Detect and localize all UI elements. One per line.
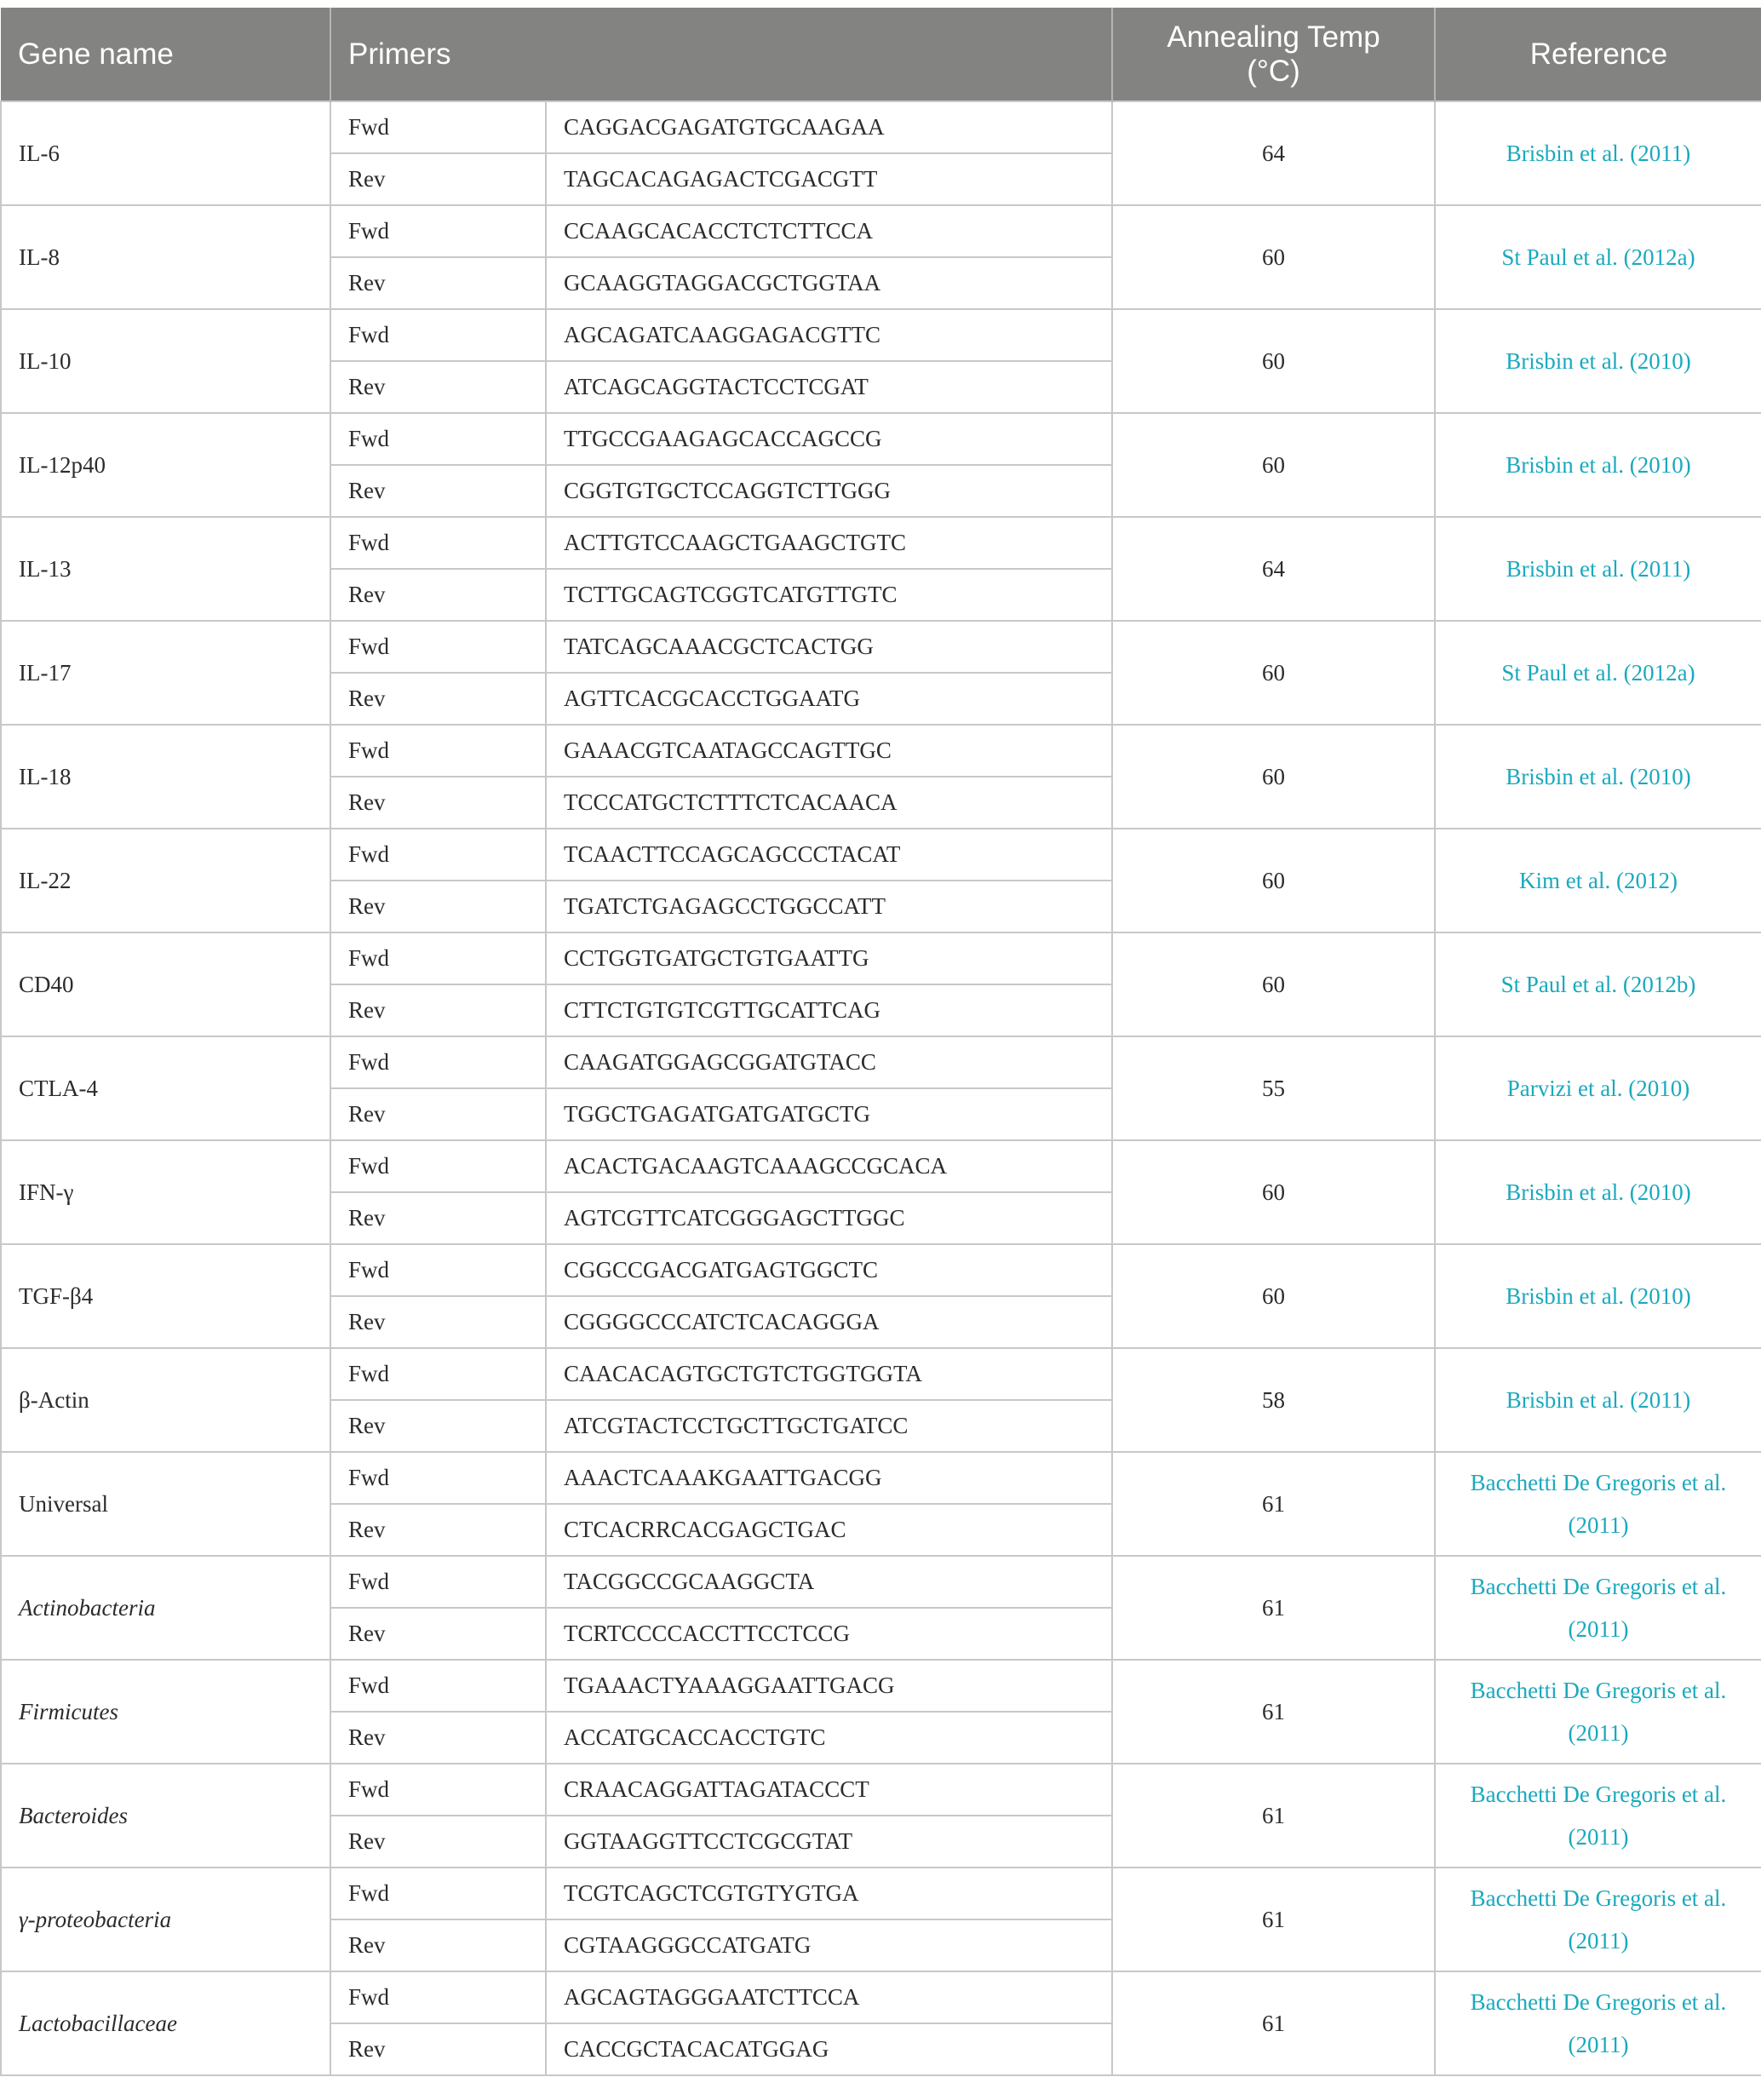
header-annealing-line2: (°C): [1247, 54, 1300, 88]
fwd-label-cell: Fwd: [330, 1348, 546, 1400]
annealing-temp-cell: 61: [1112, 1556, 1435, 1660]
rev-sequence-cell: TCCCATGCTCTTTCTCACAACA: [546, 777, 1112, 829]
fwd-label-cell: Fwd: [330, 1244, 546, 1296]
reference-link[interactable]: Brisbin et al. (2010): [1435, 309, 1761, 413]
rev-label-cell: Rev: [330, 465, 546, 517]
reference-link[interactable]: St Paul et al. (2012a): [1435, 205, 1761, 309]
fwd-sequence-cell: GAAACGTCAATAGCCAGTTGC: [546, 725, 1112, 777]
rev-label-cell: Rev: [330, 673, 546, 725]
annealing-temp-cell: 60: [1112, 309, 1435, 413]
primer-table: [0, 8, 1761, 2076]
fwd-label-cell: Fwd: [330, 621, 546, 673]
fwd-label-cell: Fwd: [330, 1036, 546, 1088]
fwd-sequence-cell: CRAACAGGATTAGATACCCT: [546, 1764, 1112, 1816]
annealing-temp-cell: 61: [1112, 1660, 1435, 1764]
rev-sequence-cell: CACCGCTACACATGGAG: [546, 2023, 1112, 2075]
fwd-label-cell: Fwd: [330, 725, 546, 777]
reference-link[interactable]: Bacchetti De Gregoris et al. (2011): [1435, 1556, 1761, 1660]
fwd-sequence-cell: TCGTCAGCTCGTGTYGTGA: [546, 1868, 1112, 1919]
table-row: [1, 101, 1761, 153]
rev-sequence-cell: AGTCGTTCATCGGGAGCTTGGC: [546, 1192, 1112, 1244]
rev-sequence-cell: TCTTGCAGTCGGTCATGTTGTC: [546, 569, 1112, 621]
annealing-temp-cell: 60: [1112, 621, 1435, 725]
reference-link[interactable]: Brisbin et al. (2011): [1435, 101, 1761, 205]
rev-sequence-cell: CTCACRRCACGAGCTGAC: [546, 1504, 1112, 1556]
table-row: [1, 1348, 1761, 1400]
table-row: [1, 1660, 1761, 1712]
fwd-label-cell: Fwd: [330, 1971, 546, 2023]
rev-sequence-cell: ATCAGCAGGTACTCCTCGAT: [546, 361, 1112, 413]
rev-sequence-cell: AGTTCACGCACCTGGAATG: [546, 673, 1112, 725]
fwd-label-cell: Fwd: [330, 309, 546, 361]
header-reference: Reference: [1435, 8, 1761, 101]
annealing-temp-cell: 60: [1112, 932, 1435, 1036]
gene-name-cell: Lactobacillaceae: [1, 1971, 330, 2075]
fwd-label-cell: Fwd: [330, 1140, 546, 1192]
gene-name-cell: IFN-γ: [1, 1140, 330, 1244]
rev-sequence-cell: TCRTCCCCACCTTCCTCCG: [546, 1608, 1112, 1660]
reference-link[interactable]: Kim et al. (2012): [1435, 829, 1761, 932]
rev-label-cell: Rev: [330, 1192, 546, 1244]
rev-sequence-cell: TGGCTGAGATGATGATGCTG: [546, 1088, 1112, 1140]
reference-link[interactable]: St Paul et al. (2012b): [1435, 932, 1761, 1036]
fwd-label-cell: Fwd: [330, 1868, 546, 1919]
header-gene-name: Gene name: [1, 8, 330, 101]
fwd-sequence-cell: TTGCCGAAGAGCACCAGCCG: [546, 413, 1112, 465]
annealing-temp-cell: 60: [1112, 413, 1435, 517]
annealing-temp-cell: 64: [1112, 101, 1435, 205]
annealing-temp-cell: 61: [1112, 1764, 1435, 1868]
reference-link[interactable]: Brisbin et al. (2010): [1435, 725, 1761, 829]
table-row: [1, 1036, 1761, 1088]
fwd-sequence-cell: TCAACTTCCAGCAGCCCTACAT: [546, 829, 1112, 881]
fwd-sequence-cell: CAAGATGGAGCGGATGTACC: [546, 1036, 1112, 1088]
rev-sequence-cell: CGGGGCCCATCTCACAGGGA: [546, 1296, 1112, 1348]
fwd-sequence-cell: CCAAGCACACCTCTCTTCCA: [546, 205, 1112, 257]
reference-link[interactable]: St Paul et al. (2012a): [1435, 621, 1761, 725]
fwd-label-cell: Fwd: [330, 101, 546, 153]
rev-label-cell: Rev: [330, 361, 546, 413]
rev-sequence-cell: CGTAAGGGCCATGATG: [546, 1919, 1112, 1971]
table-row: [1, 1452, 1761, 1504]
gene-name-cell: IL-6: [1, 101, 330, 205]
table-row: [1, 621, 1761, 673]
gene-name-cell: CD40: [1, 932, 330, 1036]
header-annealing-line1: Annealing Temp: [1167, 20, 1380, 54]
reference-link[interactable]: Bacchetti De Gregoris et al. (2011): [1435, 1452, 1761, 1556]
gene-name-cell: β-Actin: [1, 1348, 330, 1452]
rev-label-cell: Rev: [330, 1400, 546, 1452]
rev-label-cell: Rev: [330, 2023, 546, 2075]
fwd-label-cell: Fwd: [330, 932, 546, 984]
table-row: [1, 1764, 1761, 1816]
table-row: [1, 932, 1761, 984]
fwd-sequence-cell: CGGCCGACGATGAGTGGCTC: [546, 1244, 1112, 1296]
header-annealing-temp: [1112, 8, 1435, 101]
fwd-label-cell: Fwd: [330, 1660, 546, 1712]
fwd-sequence-cell: AAACTCAAAKGAATTGACGG: [546, 1452, 1112, 1504]
rev-label-cell: Rev: [330, 153, 546, 205]
table-header: [1, 8, 1761, 101]
gene-name-cell: IL-8: [1, 205, 330, 309]
rev-sequence-cell: CGGTGTGCTCCAGGTCTTGGG: [546, 465, 1112, 517]
table-row: [1, 309, 1761, 361]
rev-sequence-cell: TGATCTGAGAGCCTGGCCATT: [546, 881, 1112, 932]
gene-name-cell: IL-17: [1, 621, 330, 725]
rev-label-cell: Rev: [330, 1919, 546, 1971]
annealing-temp-cell: 61: [1112, 1971, 1435, 2075]
table-row: [1, 205, 1761, 257]
gene-name-cell: IL-10: [1, 309, 330, 413]
fwd-label-cell: Fwd: [330, 829, 546, 881]
fwd-sequence-cell: CAGGACGAGATGTGCAAGAA: [546, 101, 1112, 153]
rev-label-cell: Rev: [330, 1504, 546, 1556]
rev-sequence-cell: ACCATGCACCACCTGTC: [546, 1712, 1112, 1764]
fwd-sequence-cell: ACACTGACAAGTCAAAGCCGCACA: [546, 1140, 1112, 1192]
gene-name-cell: γ-proteobacteria: [1, 1868, 330, 1971]
table-row: [1, 1244, 1761, 1296]
gene-name-cell: CTLA-4: [1, 1036, 330, 1140]
reference-link[interactable]: Bacchetti De Gregoris et al. (2011): [1435, 1868, 1761, 1971]
gene-name-cell: Firmicutes: [1, 1660, 330, 1764]
table-row: [1, 725, 1761, 777]
table-row: [1, 829, 1761, 881]
table-row: [1, 1140, 1761, 1192]
table-row: [1, 413, 1761, 465]
reference-link[interactable]: Bacchetti De Gregoris et al. (2011): [1435, 1971, 1761, 2075]
gene-name-cell: IL-12p40: [1, 413, 330, 517]
fwd-label-cell: Fwd: [330, 1764, 546, 1816]
rev-label-cell: Rev: [330, 777, 546, 829]
rev-sequence-cell: CTTCTGTGTCGTTGCATTCAG: [546, 984, 1112, 1036]
fwd-label-cell: Fwd: [330, 1556, 546, 1608]
rev-label-cell: Rev: [330, 1088, 546, 1140]
fwd-sequence-cell: TACGGCCGCAAGGCTA: [546, 1556, 1112, 1608]
table-row: [1, 1868, 1761, 1919]
gene-name-cell: IL-13: [1, 517, 330, 621]
reference-link[interactable]: Bacchetti De Gregoris et al. (2011): [1435, 1764, 1761, 1868]
fwd-sequence-cell: ACTTGTCCAAGCTGAAGCTGTC: [546, 517, 1112, 569]
table-row: [1, 1971, 1761, 2023]
table-row: [1, 517, 1761, 569]
gene-name-cell: Bacteroides: [1, 1764, 330, 1868]
fwd-label-cell: Fwd: [330, 413, 546, 465]
fwd-sequence-cell: CAACACAGTGCTGTCTGGTGGTA: [546, 1348, 1112, 1400]
rev-label-cell: Rev: [330, 881, 546, 932]
rev-label-cell: Rev: [330, 1712, 546, 1764]
fwd-sequence-cell: CCTGGTGATGCTGTGAATTG: [546, 932, 1112, 984]
fwd-sequence-cell: AGCAGTAGGGAATCTTCCA: [546, 1971, 1112, 2023]
reference-link[interactable]: Brisbin et al. (2010): [1435, 1244, 1761, 1348]
annealing-temp-cell: 60: [1112, 725, 1435, 829]
gene-name-cell: IL-22: [1, 829, 330, 932]
fwd-label-cell: Fwd: [330, 205, 546, 257]
annealing-temp-cell: 60: [1112, 1140, 1435, 1244]
rev-label-cell: Rev: [330, 984, 546, 1036]
header-primers: Primers: [330, 8, 1112, 101]
fwd-label-cell: Fwd: [330, 517, 546, 569]
annealing-temp-cell: 60: [1112, 1244, 1435, 1348]
gene-name-cell: Actinobacteria: [1, 1556, 330, 1660]
annealing-temp-cell: 61: [1112, 1868, 1435, 1971]
table-body: [1, 101, 1761, 2075]
rev-label-cell: Rev: [330, 257, 546, 309]
reference-link[interactable]: Brisbin et al. (2010): [1435, 1140, 1761, 1244]
rev-sequence-cell: ATCGTACTCCTGCTTGCTGATCC: [546, 1400, 1112, 1452]
rev-sequence-cell: GGTAAGGTTCCTCGCGTAT: [546, 1816, 1112, 1868]
fwd-label-cell: Fwd: [330, 1452, 546, 1504]
gene-name-cell: IL-18: [1, 725, 330, 829]
annealing-temp-cell: 60: [1112, 829, 1435, 932]
table-row: [1, 1556, 1761, 1608]
fwd-sequence-cell: AGCAGATCAAGGAGACGTTC: [546, 309, 1112, 361]
annealing-temp-cell: 60: [1112, 205, 1435, 309]
reference-link[interactable]: Bacchetti De Gregoris et al. (2011): [1435, 1660, 1761, 1764]
rev-label-cell: Rev: [330, 1816, 546, 1868]
rev-sequence-cell: TAGCACAGAGACTCGACGTT: [546, 153, 1112, 205]
reference-link[interactable]: Brisbin et al. (2010): [1435, 413, 1761, 517]
rev-label-cell: Rev: [330, 1296, 546, 1348]
annealing-temp-cell: 61: [1112, 1452, 1435, 1556]
annealing-temp-cell: 55: [1112, 1036, 1435, 1140]
fwd-sequence-cell: TGAAACTYAAAGGAATTGACG: [546, 1660, 1112, 1712]
fwd-sequence-cell: TATCAGCAAACGCTCACTGG: [546, 621, 1112, 673]
rev-sequence-cell: GCAAGGTAGGACGCTGGTAA: [546, 257, 1112, 309]
reference-link[interactable]: Brisbin et al. (2011): [1435, 517, 1761, 621]
gene-name-cell: Universal: [1, 1452, 330, 1556]
reference-link[interactable]: Brisbin et al. (2011): [1435, 1348, 1761, 1452]
rev-label-cell: Rev: [330, 1608, 546, 1660]
gene-name-cell: TGF-β4: [1, 1244, 330, 1348]
rev-label-cell: Rev: [330, 569, 546, 621]
annealing-temp-cell: 64: [1112, 517, 1435, 621]
reference-link[interactable]: Parvizi et al. (2010): [1435, 1036, 1761, 1140]
annealing-temp-cell: 58: [1112, 1348, 1435, 1452]
